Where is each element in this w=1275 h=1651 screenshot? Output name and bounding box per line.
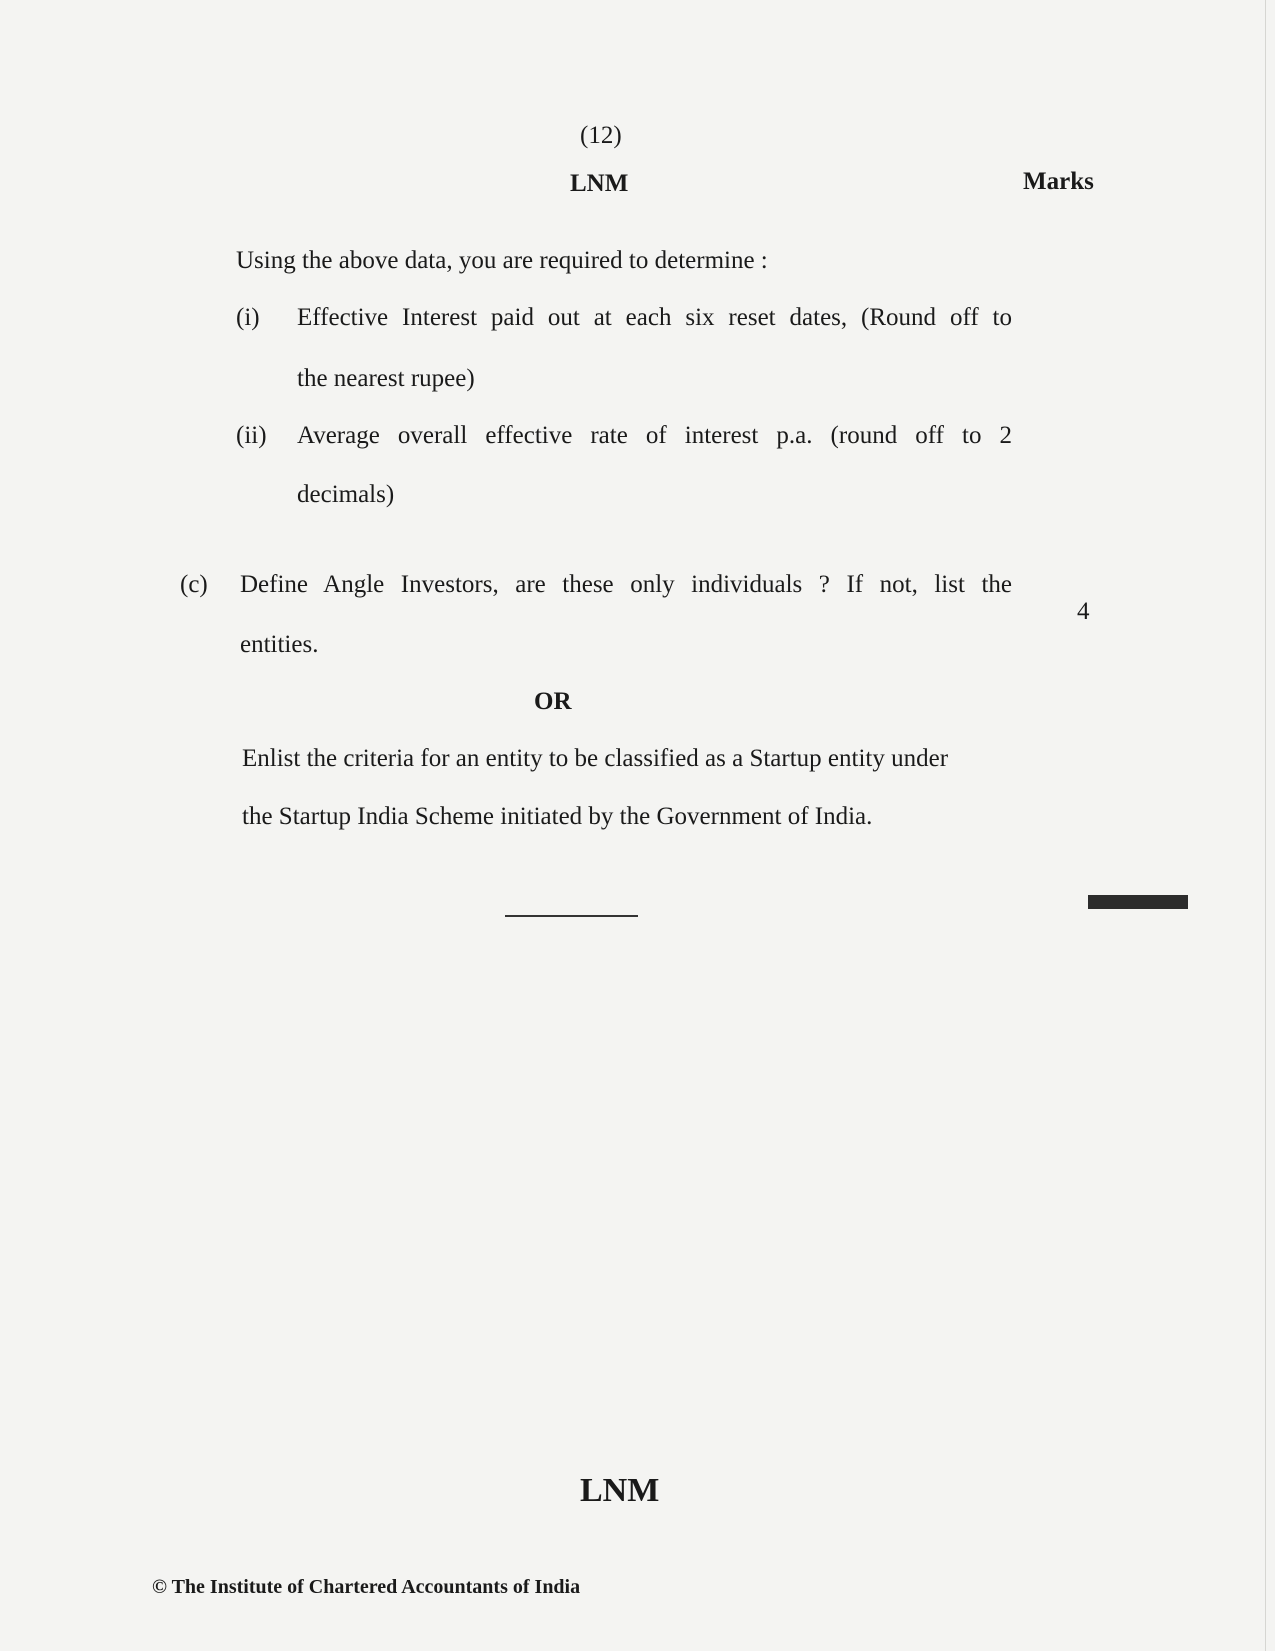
page-edge-line xyxy=(1265,0,1266,1651)
or-separator: OR xyxy=(534,688,572,715)
part-c-text-line2: entities. xyxy=(240,631,319,658)
part-c-number: (c) xyxy=(180,571,208,598)
question-intro: Using the above data, you are required to determine : xyxy=(236,247,768,274)
item-ii-number: (ii) xyxy=(236,422,267,449)
alternative-text-line2: the Startup India Scheme initiated by the Government of India. xyxy=(242,803,873,830)
header-paper-code: LNM xyxy=(570,170,629,197)
page-number: (12) xyxy=(580,122,622,149)
item-i-text-line1: Effective Interest paid out at each six reset dates, (Round off to xyxy=(297,304,1012,331)
end-of-question-rule xyxy=(505,915,638,917)
item-i-number: (i) xyxy=(236,304,260,331)
item-ii-text-line1: Average overall effective rate of interest p.a. (round off to 2 xyxy=(297,422,1012,449)
item-ii-text-line2: decimals) xyxy=(297,481,395,508)
alternative-text-line1: Enlist the criteria for an entity to be classified as a Startup entity under xyxy=(242,745,949,772)
footer-paper-code: LNM xyxy=(580,1472,660,1509)
scan-bleed-mark xyxy=(1088,895,1188,909)
part-c-text-line1: Define Angle Investors, are these only individuals ? If not, list the xyxy=(240,571,1012,598)
item-i-text-line2: the nearest rupee) xyxy=(297,365,475,392)
marks-column-label: Marks xyxy=(1023,168,1094,195)
copyright-notice: © The Institute of Chartered Accountants of India xyxy=(152,1576,581,1598)
part-c-marks: 4 xyxy=(1077,598,1090,625)
